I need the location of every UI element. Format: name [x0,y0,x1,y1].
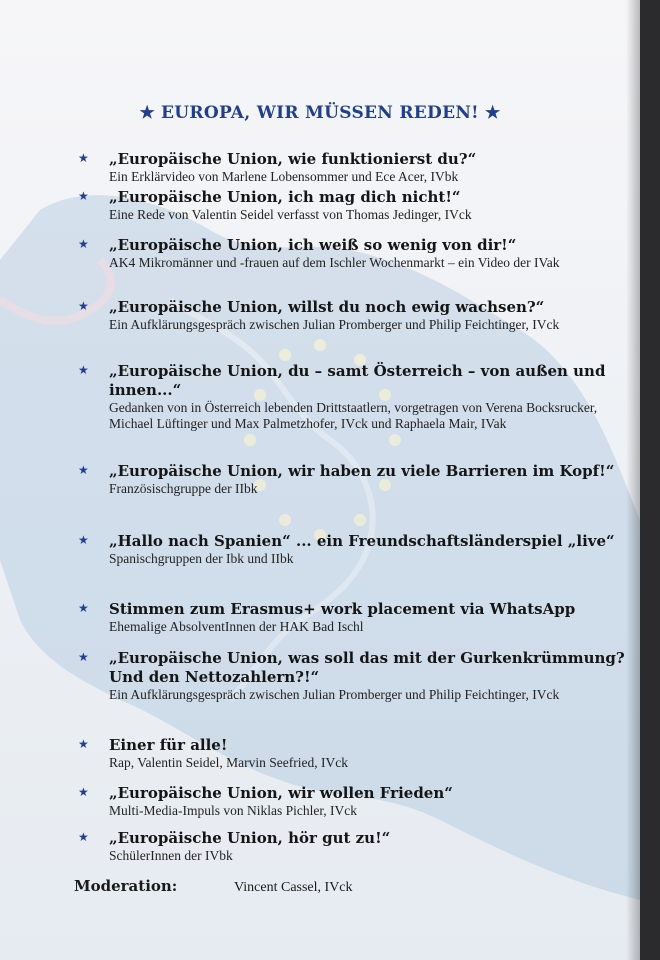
item-subtitle: Multi-Media-Impuls von Niklas Pichler, IVck [109,803,358,818]
program-item [78,236,633,271]
star-icon: ★ [78,463,89,477]
moderation-line [74,877,353,896]
program-item [78,188,633,223]
program-item [78,532,633,567]
item-title: „Europäische Union, willst du noch ewig wachsen?“ [109,298,545,316]
item-subtitle: Ein Aufklärungsgespräch zwischen Julian Promberger und Philip Feichtinger, IVck [109,317,560,332]
item-title: Einer für alle! [109,736,228,754]
item-subtitle: Ehemalige AbsolventInnen der HAK Bad Ischl [109,619,364,634]
program-item [78,150,633,185]
star-icon: ★ [78,363,89,377]
moderation-label: Moderation: [74,877,178,895]
star-icon: ★ [484,103,501,123]
star-icon: ★ [78,237,89,251]
star-icon: ★ [78,830,89,844]
program-title [0,103,640,123]
item-title: „Europäische Union, wir wollen Frieden“ [109,784,453,802]
title-text: EUROPA, WIR MÜSSEN REDEN! [161,103,479,123]
program-item [78,298,633,333]
program-item [78,736,633,771]
star-icon: ★ [78,189,89,203]
star-icon: ★ [78,785,89,799]
program-item [78,784,633,819]
star-icon: ★ [78,299,89,313]
program-item [78,829,633,864]
item-subtitle: Gedanken von in Österreich lebenden Drittstaatlern, vorgetragen von Verena Bocksrucker, Michael Lüftinger und Max Palmetzhofer, IVck und Raphaela Mair, IVak [109,400,598,431]
moderation-value: Vincent Cassel, IVck [234,880,353,895]
item-subtitle: Ein Erklärvideo von Marlene Lobensommer und Ece Acer, IVbk [109,169,459,184]
item-subtitle: Rap, Valentin Seidel, Marvin Seefried, IVck [109,755,348,770]
item-title: „Europäische Union, ich mag dich nicht!“ [109,188,461,206]
star-icon: ★ [78,601,89,615]
item-subtitle: Ein Aufklärungsgespräch zwischen Julian Promberger und Philip Feichtinger, IVck [109,687,560,702]
star-icon: ★ [78,737,89,751]
star-icon: ★ [78,650,89,664]
item-title: „Europäische Union, wir haben zu viele Barrieren im Kopf!“ [109,462,615,480]
item-title: Stimmen zum Erasmus+ work placement via WhatsApp [109,600,576,618]
item-title: „Europäische Union, du – samt Österreich – von außen und innen...“ [109,362,606,399]
item-title: „Europäische Union, ich weiß so wenig von dir!“ [109,236,517,254]
item-subtitle: Spanischgruppen der Ibk und IIbk [109,551,294,566]
item-subtitle: AK4 Mikromänner und -frauen auf dem Ischler Wochenmarkt – ein Video der IVak [109,255,560,270]
program-item [78,600,633,635]
page-edge-shadow [626,0,640,960]
star-icon: ★ [139,103,156,123]
item-title: „Hallo nach Spanien“ ... ein Freundschaftsländerspiel „live“ [109,532,615,550]
item-title: „Europäische Union, was soll das mit der Gurkenkrümmung? Und den Nettozahlern?!“ [109,649,625,686]
star-icon: ★ [78,151,89,165]
star-icon: ★ [78,533,89,547]
item-title: „Europäische Union, wie funktionierst du?“ [109,150,477,168]
program-item [78,362,633,432]
item-subtitle: Eine Rede von Valentin Seidel verfasst von Thomas Jedinger, IVck [109,207,472,222]
program-item [78,649,633,703]
item-subtitle: Französischgruppe der IIbk [109,481,258,496]
item-subtitle: SchülerInnen der IVbk [109,848,233,863]
item-title: „Europäische Union, hör gut zu!“ [109,829,391,847]
program-item [78,462,633,497]
